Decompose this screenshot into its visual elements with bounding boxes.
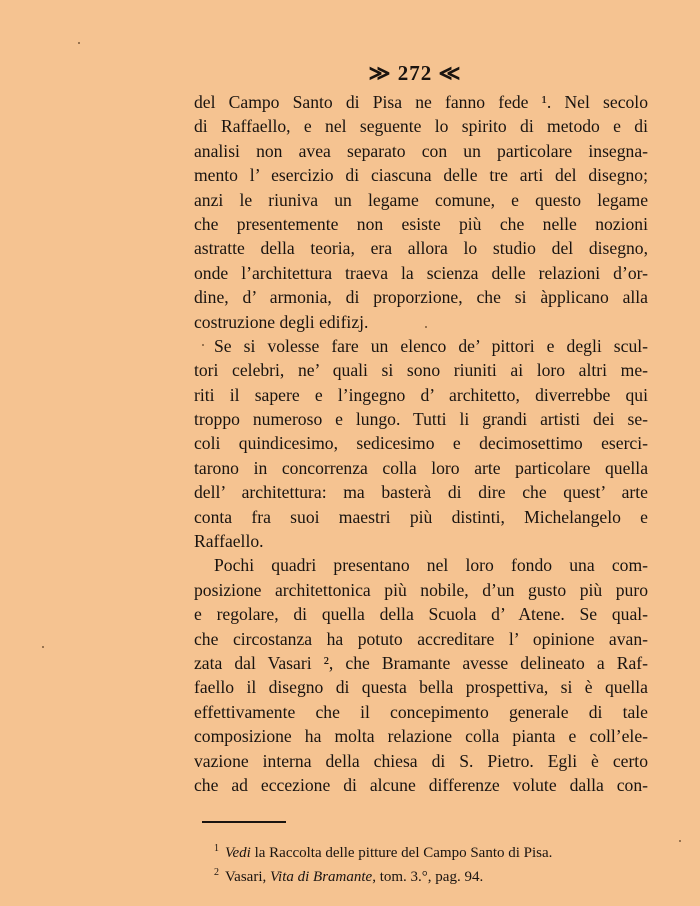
text-line: riti il sapere e l’ingegno d’ architetto, diverrebbe qui	[194, 384, 648, 405]
text-line: dine, d’ armonia, di proporzione, che si àpplicano alla	[194, 287, 648, 308]
text-line: vazione interna della chiesa di S. Pietro. Egli è certo	[194, 750, 648, 771]
text-line: di Raffaello, e nel seguente lo spirito di metodo e di	[194, 116, 648, 137]
footnote-italic: Vedi	[225, 845, 251, 861]
text-line: mento l’ esercizio di ciascuna delle tre arti del disegno;	[194, 165, 648, 186]
text-line: dell’ architettura: ma basterà di dire che quest’ arte	[194, 482, 648, 503]
text-line: composizione ha molta relazione colla pianta e coll’ele-	[194, 726, 648, 747]
footnote-2	[214, 861, 644, 885]
body-text	[194, 90, 648, 797]
footnote-divider	[202, 821, 286, 823]
text-line: tarono in concorrenza colla loro arte particolare quella	[194, 457, 648, 478]
text-line: tori celebri, ne’ quali si sono riuniti ai loro altri me-	[194, 360, 648, 381]
paper-speck	[202, 344, 204, 346]
text-line: e regolare, di quella della Scuola d’ Atene. Se qual-	[194, 604, 648, 625]
text-line: Pochi quadri presentano nel loro fondo una com-	[214, 555, 648, 576]
paper-speck	[679, 840, 681, 842]
paper-speck	[42, 646, 44, 648]
text-line: conta fra suoi maestri più distinti, Michelangelo e	[194, 506, 648, 527]
text-line: posizione architettonica più nobile, d’un gusto più puro	[194, 579, 648, 600]
paper-speck	[425, 326, 427, 328]
text-line: analisi non avea separato con un particolare insegna-	[194, 140, 648, 161]
footnote-1	[214, 837, 644, 861]
text-line: Raffaello.	[194, 531, 264, 552]
text-line: coli quindicesimo, sedicesimo e decimosettimo eserci-	[194, 433, 648, 454]
text-line: che ad eccezione di alcune differenze volute dalla con-	[194, 774, 648, 795]
footnotes	[214, 837, 644, 885]
text-line: del Campo Santo di Pisa ne fanno fede ¹. Nel secolo	[194, 92, 648, 112]
footnote-mark: 1	[214, 843, 219, 854]
text-line: onde l’architettura traeva la scienza delle relazioni d’or-	[194, 262, 648, 283]
text-line: che presentemente non esiste più che nelle nozioni	[194, 213, 648, 234]
text-line: anzi le riuniva un legame comune, e questo legame	[194, 189, 648, 210]
footnote-italic: Vita di Bramante	[270, 869, 373, 885]
text-line: astratte della teoria, era allora lo studio del disegno,	[194, 238, 648, 259]
text-line: Se si volesse fare un elenco de’ pittori e degli scul-	[214, 335, 648, 356]
paper-speck	[78, 42, 80, 44]
text-line: troppo numeroso e lungo. Tutti li grandi artisti dei se-	[194, 409, 648, 430]
text-line: costruzione degli edifizj.	[194, 311, 369, 332]
footnote-prefix: Vasari,	[225, 869, 270, 885]
footnote-text: la Raccolta delle pitture del Campo Santo di Pisa.	[250, 845, 553, 861]
footnote-mark: 2	[214, 867, 219, 878]
text-line: zata dal Vasari ², che Bramante avesse delineato a Raf-	[194, 652, 648, 673]
text-line: effettivamente che il concepimento generale di tale	[194, 701, 648, 722]
page-number-header: ≫ 272 ≪	[368, 61, 462, 85]
footnote-text: , tom. 3.°, pag. 94.	[372, 869, 484, 885]
text-line: che circostanza ha potuto accreditare l’ opinione avan-	[194, 628, 648, 649]
text-line: faello il disegno di questa bella prospettiva, si è quella	[194, 677, 648, 698]
